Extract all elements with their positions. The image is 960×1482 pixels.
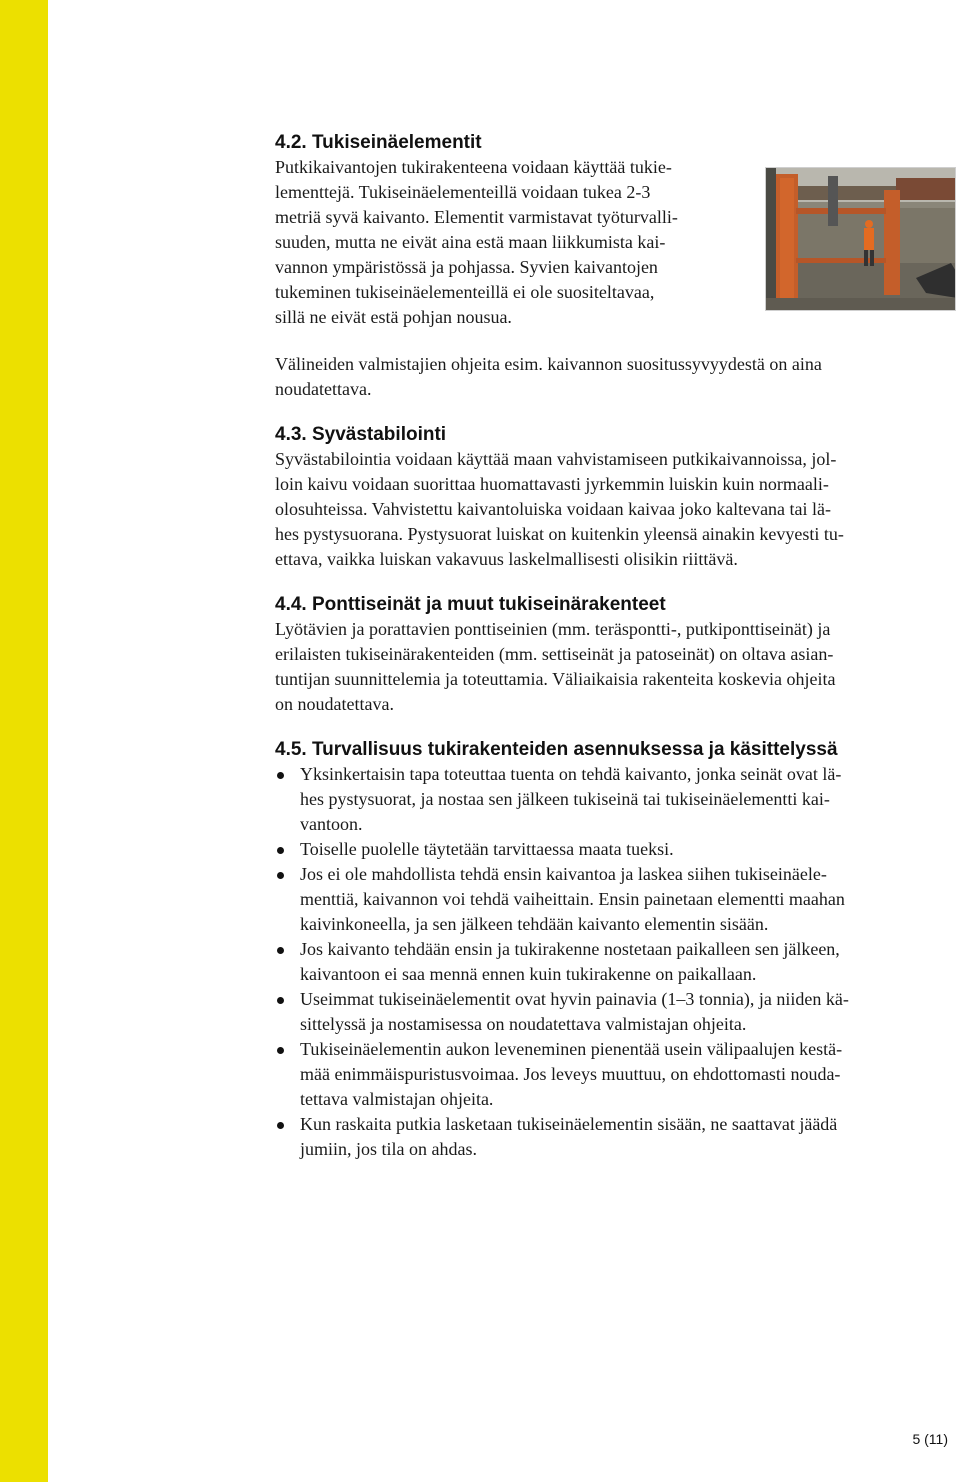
section-body [275, 447, 943, 572]
text-line: jumiin, jos tila on ahdas. [300, 1139, 477, 1159]
bullet-icon [277, 1122, 284, 1129]
text-line: tettava valmistajan ohjeita. [300, 1089, 494, 1109]
section-4-3 [275, 422, 943, 572]
text-line: metriä syvä kaivanto. Elementit varmistavat työturvalli- [275, 207, 678, 227]
text-line: Useimmat tukiseinäelementit ovat hyvin painavia (1–3 tonnia), ja niiden kä- [300, 989, 849, 1009]
list-item [275, 862, 943, 937]
section-heading: 4.2. Tukiseinäelementit [275, 132, 482, 153]
text-line: Jos ei ole mahdollista tehdä ensin kaivantoa ja laskea siihen tukiseinäele- [300, 864, 827, 884]
bullet-list [275, 762, 943, 1162]
text-line: sillä ne eivät estä pohjan nousua. [275, 307, 512, 327]
text-line: vannon ympäristössä ja pohjassa. Syvien kaivantojen [275, 257, 658, 277]
section-4-5 [275, 737, 943, 1162]
section-heading: 4.5. Turvallisuus tukirakenteiden asennuksessa ja käsittelyssä [275, 739, 838, 760]
text-line: hes pystysuorat, ja nostaa sen jälkeen tukiseinä tai tukiseinäelementti kai- [300, 789, 830, 809]
text-line: tukeminen tukiseinäelementeillä ei ole suositeltavaa, [275, 282, 655, 302]
bullet-icon [277, 1047, 284, 1054]
text-line: hes pystysuorana. Pystysuorat luiskat on kuitenkin yleensä ainakin kevyesti tu- [275, 524, 844, 544]
text-line: Toiselle puolelle täytetään tarvittaessa maata tueksi. [300, 839, 674, 859]
text-line: kaivantoon ei saa mennä ennen kuin tukirakenne on paikallaan. [300, 964, 757, 984]
text-line: noudatettava. [275, 379, 372, 399]
yellow-side-bar [0, 0, 48, 1482]
section-heading: 4.3. Syvästabilointi [275, 424, 447, 445]
text-line: mää enimmäispuristusvoimaa. Jos leveys muuttuu, on ehdottomasti nouda- [300, 1064, 841, 1084]
text-line: vantoon. [300, 814, 363, 834]
text-line: on noudatettava. [275, 694, 394, 714]
bullet-icon [277, 872, 284, 879]
text-line: suuden, mutta ne eivät aina estä maan liikkumista kai- [275, 232, 666, 252]
list-item [275, 762, 943, 837]
section-heading: 4.4. Ponttiseinät ja muut tukiseinärakenteet [275, 594, 666, 615]
bullet-icon [277, 997, 284, 1004]
list-item [275, 1037, 943, 1112]
text-line: olosuhteissa. Vahvistettu kaivantoluiska voidaan kaivaa joko kaltevana tai lä- [275, 499, 832, 519]
section-body [275, 617, 943, 717]
text-line: Jos kaivanto tehdään ensin ja tukirakenne nostetaan paikalleen sen jälkeen, [300, 939, 840, 959]
list-item [275, 1112, 943, 1162]
text-line: kaivinkoneella, ja sen jälkeen tehdään kaivanto elementin sisään. [300, 914, 769, 934]
text-line: Lyötävien ja porattavien ponttiseinien (mm. teräspontti-, putkiponttiseinät) ja [275, 619, 831, 639]
list-item [275, 987, 943, 1037]
text-line: ettava, vaikka luiskan vakavuus laskelmallisesti olisikin riittävä. [275, 549, 738, 569]
text-line: lementtejä. Tukiseinäelementeillä voidaan tukea 2-3 [275, 182, 651, 202]
list-item [275, 937, 943, 987]
page-number: 5 (11) [912, 1431, 948, 1447]
section-4-2 [275, 130, 943, 402]
section-body [275, 155, 755, 330]
text-line: Yksinkertaisin tapa toteuttaa tuenta on tehdä kaivanto, jonka seinät ovat lä- [300, 764, 842, 784]
text-line: erilaisten tukiseinärakenteiden (mm. settiseinät ja patoseinät) on oltava asian- [275, 644, 834, 664]
text-line: sittelyssä ja nostamisessa on noudatettava valmistajan ohjeita. [300, 1014, 747, 1034]
text-line: loin kaivu voidaan suorittaa huomattavasti jyrkemmin luiskin kuin normaali- [275, 474, 829, 494]
section-4-4 [275, 592, 943, 717]
page-content [275, 130, 943, 1162]
text-line: Kun raskaita putkia lasketaan tukiseinäelementin sisään, ne saattavat jäädä [300, 1114, 838, 1134]
text-line: Putkikaivantojen tukirakenteena voidaan käyttää tukie- [275, 157, 672, 177]
bullet-icon [277, 772, 284, 779]
text-line: menttiä, kaivannon voi tehdä vaiheittain. Ensin painetaan elementti maahan [300, 889, 845, 909]
section-note [275, 352, 943, 402]
list-item [275, 837, 943, 862]
text-line: Välineiden valmistajien ohjeita esim. kaivannon suositussyvyydestä on aina [275, 354, 822, 374]
bullet-icon [277, 947, 284, 954]
bullet-icon [277, 847, 284, 854]
text-line: Syvästabilointia voidaan käyttää maan vahvistamiseen putkikaivannoissa, jol- [275, 449, 837, 469]
text-line: Tukiseinäelementin aukon leveneminen pienentää usein välipaalujen kestä- [300, 1039, 843, 1059]
text-line: tuntijan suunnittelemia ja toteuttamia. Väliaikaisia rakenteita koskevia ohjeita [275, 669, 836, 689]
